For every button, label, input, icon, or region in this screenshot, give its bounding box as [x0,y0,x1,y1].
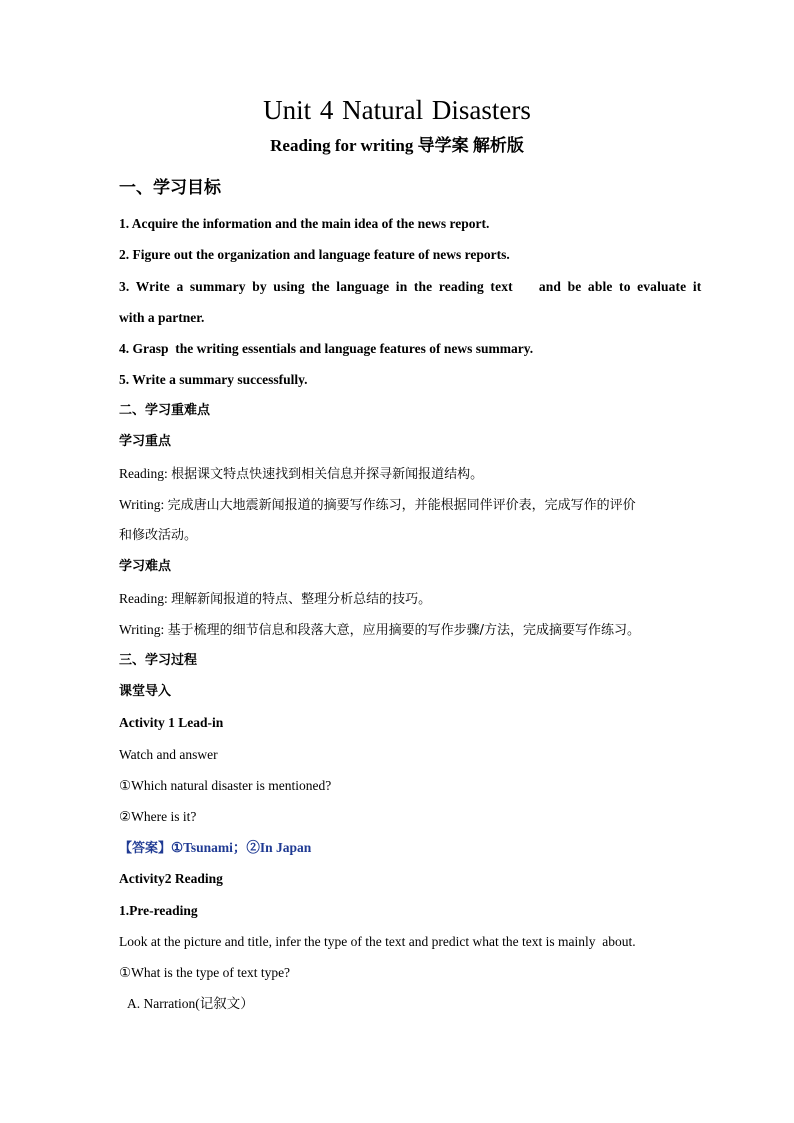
key-writing-continuation: 和修改活动。 [119,528,198,543]
answer-tag: 【答案】 [119,841,172,856]
pre-reading-heading: 1.Pre-reading [119,903,198,918]
key-points-label: 学习重点 [119,434,172,449]
document-title: Unit 4 Natural Disasters [263,95,531,125]
answer-line [119,838,679,859]
question-text-type: ①What is the type of text type? [119,965,291,980]
objective-item: 2. Figure out the organization and language feature of news reports. [119,247,510,262]
diff-reading-prefix: Reading: [119,591,168,606]
objective-item-continuation: with a partner. [119,310,205,325]
key-reading-text: 根据课文特点快速找到相关信息并探寻新闻报道结构。 [171,467,484,482]
answer-text: ①Tsunami；②In Japan [171,840,312,855]
key-reading-prefix: Reading: [119,466,168,481]
difficulty-label: 学习难点 [119,559,172,574]
diff-reading-line [119,589,679,610]
section-heading-process: 三、学习过程 [119,653,198,668]
question-1: ①Which natural disaster is mentioned? [119,778,332,793]
key-reading-line [119,464,679,485]
objective-item: 5. Write a summary successfully. [119,372,308,387]
section-heading-key-points: 二、学习重难点 [119,403,211,418]
activity-1-heading: Activity 1 Lead-in [119,715,224,730]
intro-label: 课堂导入 [119,684,172,699]
objective-item: 3. Write a summary by using the language in the reading text and be able to evaluate it [119,279,702,294]
diff-writing-prefix: Writing: [119,622,165,637]
key-writing-prefix: Writing: [119,497,165,512]
objective-item: 4. Grasp the writing essentials and language features of news summary. [119,341,534,356]
section-heading-objectives: 一、学习目标 [119,178,221,198]
objective-item: 1. Acquire the information and the main idea of the news report. [119,216,490,231]
option-a: A. Narration(记叙文） [127,996,254,1011]
key-writing-line [119,495,679,516]
document-subtitle: Reading for writing 导学案 解析版 [270,136,524,155]
key-writing-text: 完成唐山大地震新闻报道的摘要写作练习，并能根据同伴评价表，完成写作的评价 [167,498,636,513]
activity-2-heading: Activity2 Reading [119,871,223,886]
diff-reading-text: 理解新闻报道的特点、整理分析总结的技巧。 [171,592,432,607]
diff-writing-text: 基于梳理的细节信息和段落大意，应用摘要的写作步骤/方法，完成摘要写作练习。 [167,623,640,638]
pre-reading-instruction: Look at the picture and title, infer the type of the text and predict what the text is mainly about. [119,934,636,949]
watch-instruction: Watch and answer [119,747,218,762]
question-2: ②Where is it? [119,809,197,824]
diff-writing-line [119,620,679,641]
